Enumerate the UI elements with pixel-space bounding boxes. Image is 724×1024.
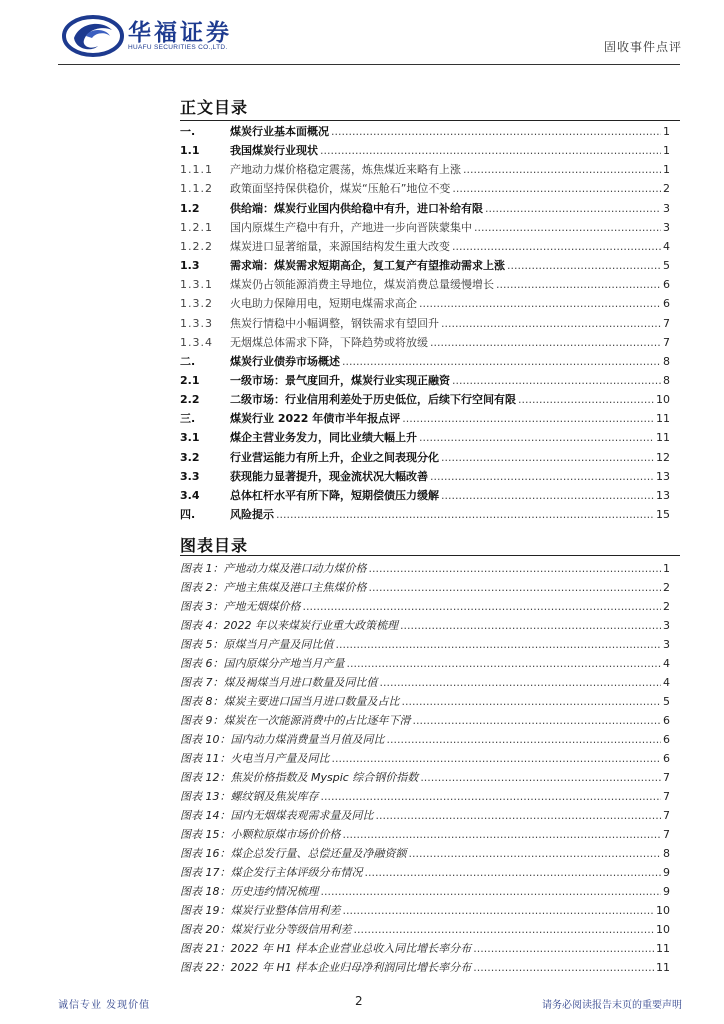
dot-leader <box>419 297 661 311</box>
toc-entry[interactable] <box>180 144 670 158</box>
toc-entry-number: 3.4 <box>180 488 200 502</box>
figure-entry-page: 10 <box>656 904 670 917</box>
toc-entry[interactable] <box>180 202 670 216</box>
dot-leader <box>441 451 654 465</box>
figure-entry-title: 图表 18：历史违约情况梳理 <box>180 885 319 898</box>
figure-entry-title: 图表 3：产地无烟煤价格 <box>180 600 301 613</box>
toc-entry-title: 政策面坚持保供稳价，煤炭“压舱石”地位不变 <box>230 182 451 196</box>
dot-leader <box>420 771 661 785</box>
toc-entry-page: 1 <box>663 144 670 158</box>
toc-entry-title: 煤炭行业基本面概况 <box>230 125 329 138</box>
company-name-en: HUAFU SECURITIES CO.,LTD. <box>128 44 228 51</box>
dot-leader <box>463 163 661 177</box>
figure-entry-title: 图表 17：煤企发行主体评级分布情况 <box>180 866 363 879</box>
dot-leader <box>441 489 654 503</box>
toc-entry-number: 1.3.1 <box>180 278 213 292</box>
footer-slogan: 诚信专业 发现价值 <box>58 1000 151 1011</box>
figure-entry-title: 图表 4：2022 年以来煤炭行业重大政策梳理 <box>180 619 398 632</box>
toc-entry[interactable] <box>180 125 670 139</box>
toc-entry-title: 煤企主营业务发力，同比业绩大幅上升 <box>230 431 417 445</box>
figures-divider <box>180 555 680 556</box>
dot-leader <box>354 923 655 937</box>
toc-entry-page: 6 <box>663 297 670 311</box>
figure-entry[interactable] <box>180 847 670 861</box>
figure-entry-title: 图表 5：原煤当月产量及同比值 <box>180 638 334 651</box>
toc-entry-number: 3.2 <box>180 450 200 464</box>
dot-leader <box>347 657 662 671</box>
toc-entry-number: 1.3.2 <box>180 297 213 311</box>
toc-entry-title: 焦炭行情稳中小幅调整，钢铁需求有望回升 <box>230 316 439 330</box>
figure-entry-title: 图表 11：火电当月产量及同比 <box>180 752 330 765</box>
dot-leader <box>409 847 662 861</box>
figure-entry-title: 图表 9：煤炭在一次能源消费中的占比逐年下滑 <box>180 714 411 727</box>
dot-leader <box>518 393 654 407</box>
toc-entry[interactable] <box>180 240 670 254</box>
figure-entry-page: 2 <box>663 581 670 594</box>
figure-entry-page: 8 <box>663 847 670 860</box>
page-number: 2 <box>355 994 363 1008</box>
toc-entry-number: 二. <box>180 354 196 368</box>
toc-entry-page: 4 <box>663 239 670 253</box>
toc-entry-title: 煤炭行业债券市场概述 <box>230 354 340 368</box>
toc-entry-number: 1.1.1 <box>180 163 213 177</box>
toc-entry-title: 煤炭仍占领能源消费主导地位，煤炭消费总量缓慢增长 <box>230 278 494 292</box>
figure-entry-title: 图表 20：煤炭行业分等级信用利差 <box>180 923 352 936</box>
toc-entry-page: 8 <box>663 373 670 387</box>
figure-entry[interactable] <box>180 961 670 975</box>
dot-leader <box>387 733 662 747</box>
toc-entry[interactable] <box>180 182 670 196</box>
dot-leader <box>342 355 661 369</box>
figure-entry[interactable] <box>180 695 670 709</box>
toc-entry-number: 一. <box>180 125 196 138</box>
toc-entry-page: 15 <box>656 508 670 521</box>
figure-entry[interactable] <box>180 638 670 652</box>
figure-entry[interactable] <box>180 562 670 576</box>
figure-entry-page: 2 <box>663 600 670 613</box>
toc-entry-title: 煤炭行业 2022 年债市半年报点评 <box>230 412 401 426</box>
toc-entry-number: 2.1 <box>180 373 200 387</box>
dot-leader <box>369 581 662 595</box>
toc-entry[interactable] <box>180 470 670 484</box>
figures-title: 图表目录 <box>180 536 249 555</box>
dot-leader <box>376 809 662 823</box>
toc-entry-title: 国内原煤生产稳中有升，产地进一步向晋陕蒙集中 <box>230 220 472 234</box>
figure-entry-page: 9 <box>663 866 670 879</box>
toc-entry-title: 风险提示 <box>230 508 274 521</box>
toc-entry-page: 11 <box>656 412 670 426</box>
toc-entry[interactable] <box>180 336 670 350</box>
report-type-label: 固收事件点评 <box>603 40 682 54</box>
dot-leader <box>369 562 662 576</box>
toc-entry[interactable] <box>180 412 670 426</box>
figure-entry-title: 图表 13：螺纹钢及焦炭库存 <box>180 790 319 803</box>
figure-entry-title: 图表 1：产地动力煤及港口动力煤价格 <box>180 562 367 575</box>
toc-entry-number: 1.2 <box>180 201 200 215</box>
dot-leader <box>336 638 662 652</box>
dot-leader <box>365 866 662 880</box>
figure-entry-title: 图表 21：2022 年 H1 样本企业营业总收入同比增长率分布 <box>180 942 472 955</box>
toc-entry-number: 1.1.2 <box>180 182 213 196</box>
header-divider <box>58 64 680 65</box>
figure-entry[interactable] <box>180 790 670 804</box>
figure-entry-title: 图表 15：小颗粒原煤市场价价格 <box>180 828 341 841</box>
toc-entry[interactable] <box>180 317 670 331</box>
figure-entry[interactable] <box>180 885 670 899</box>
dot-leader <box>321 790 662 804</box>
dot-leader <box>474 221 661 235</box>
figure-entry[interactable] <box>180 923 670 937</box>
dot-leader <box>441 317 661 331</box>
toc-entry-number: 四. <box>180 508 196 521</box>
toc-entry[interactable] <box>180 393 670 407</box>
figure-entry-page: 9 <box>663 885 670 898</box>
toc-entry-number: 3.3 <box>180 469 200 483</box>
dot-leader <box>320 144 661 158</box>
toc-entry-number: 1.3.4 <box>180 335 213 349</box>
figure-entry-page: 11 <box>656 961 670 974</box>
dot-leader <box>485 202 661 216</box>
figure-entry-page: 5 <box>663 695 670 708</box>
figure-entry-page: 11 <box>656 942 670 955</box>
figure-entry-title: 图表 10：国内动力煤消费量当月值及同比 <box>180 733 385 746</box>
toc-entry-page: 13 <box>656 488 670 502</box>
dot-leader <box>507 259 661 273</box>
figure-entry-page: 4 <box>663 676 670 689</box>
figure-entry[interactable] <box>180 600 670 614</box>
toc-entry-page: 1 <box>663 125 670 138</box>
dot-leader <box>331 125 661 139</box>
dot-leader <box>343 828 662 842</box>
toc-entry-page: 3 <box>663 220 670 234</box>
figure-entry-title: 图表 14：国内无烟煤表观需求量及同比 <box>180 809 374 822</box>
toc-entry-number: 1.1 <box>180 144 200 158</box>
figure-entry-page: 6 <box>663 714 670 727</box>
figure-entry-title: 图表 16：煤企总发行量、总偿还量及净融资额 <box>180 847 407 860</box>
figure-entry-page: 3 <box>663 619 670 632</box>
dot-leader <box>303 600 662 614</box>
figure-entry-page: 10 <box>656 923 670 936</box>
figure-entry-title: 图表 2：产地主焦煤及港口主焦煤价格 <box>180 581 367 594</box>
figure-entry-title: 图表 6：国内原煤分产地当月产量 <box>180 657 345 670</box>
figure-entry-page: 7 <box>663 771 670 784</box>
toc-entry[interactable] <box>180 297 670 311</box>
figure-entry[interactable] <box>180 752 670 766</box>
dot-leader <box>343 904 655 918</box>
toc-entry-page: 11 <box>656 431 670 445</box>
dot-leader <box>452 182 661 196</box>
toc-entry-page: 6 <box>663 278 670 292</box>
toc-entry-title: 我国煤炭行业现状 <box>230 144 318 158</box>
toc-entry[interactable] <box>180 278 670 292</box>
toc-entry-page: 7 <box>663 335 670 349</box>
toc-entry[interactable] <box>180 374 670 388</box>
figure-entry-page: 7 <box>663 828 670 841</box>
toc-entry[interactable] <box>180 431 670 445</box>
toc-entry-title: 产地动力煤价格稳定震荡，炼焦煤近来略有上涨 <box>230 163 461 177</box>
toc-entry[interactable] <box>180 451 670 465</box>
figure-entry-title: 图表 8：煤炭主要进口国当月进口数量及占比 <box>180 695 400 708</box>
dot-leader <box>496 278 661 292</box>
toc-entry-page: 2 <box>663 182 670 196</box>
figure-entry-title: 图表 22：2022 年 H1 样本企业归母净利润同比增长率分布 <box>180 961 472 974</box>
dot-leader <box>321 885 662 899</box>
figure-entry-page: 3 <box>663 638 670 651</box>
toc-entry-title: 需求端：煤炭需求短期高企，复工复产有望推动需求上涨 <box>230 259 505 273</box>
toc-title: 正文目录 <box>180 98 249 117</box>
figure-entry-title: 图表 19：煤炭行业整体信用利差 <box>180 904 341 917</box>
figure-entry-page: 1 <box>663 562 670 575</box>
figure-entry[interactable] <box>180 714 670 728</box>
toc-entry-title: 获现能力显著提升，现金流状况大幅改善 <box>230 469 428 483</box>
dot-leader <box>419 431 654 445</box>
dot-leader <box>276 508 654 522</box>
dot-leader <box>400 619 661 633</box>
footer-disclaimer: 请务必阅读报告末页的重要声明 <box>542 1000 682 1011</box>
dot-leader <box>380 676 662 690</box>
toc-divider <box>180 120 680 121</box>
figure-entry[interactable] <box>180 657 670 671</box>
figure-entry-page: 6 <box>663 733 670 746</box>
toc-entry-title: 二级市场：行业信用利差处于历史低位，后续下行空间有限 <box>230 393 516 407</box>
dot-leader <box>473 961 654 975</box>
toc-entry-page: 10 <box>656 393 670 407</box>
dot-leader <box>452 374 661 388</box>
toc-entry-title: 火电助力保障用电，短期电煤需求高企 <box>230 297 417 311</box>
toc-entry-page: 1 <box>663 163 670 177</box>
toc-entry-title: 行业营运能力有所上升，企业之间表现分化 <box>230 450 439 464</box>
toc-entry[interactable] <box>180 259 670 273</box>
dot-leader <box>452 240 661 254</box>
toc-entry-number: 2.2 <box>180 393 200 407</box>
toc-entry-title: 供给端：煤炭行业国内供给稳中有升，进口补给有限 <box>230 201 483 215</box>
dot-leader <box>413 714 662 728</box>
toc-entry[interactable] <box>180 508 670 522</box>
figure-entry-title: 图表 7：煤及褐煤当月进口数量及同比值 <box>180 676 378 689</box>
dot-leader <box>402 695 662 709</box>
figure-entry[interactable] <box>180 942 670 956</box>
dot-leader <box>402 412 654 426</box>
dot-leader <box>430 470 654 484</box>
toc-entry-number: 1.3 <box>180 259 200 273</box>
toc-entry[interactable] <box>180 355 670 369</box>
figure-entry[interactable] <box>180 809 670 823</box>
dot-leader <box>430 336 661 350</box>
toc-entry-title: 煤炭进口显著缩量，来源国结构发生重大改变 <box>230 239 450 253</box>
toc-entry-page: 5 <box>663 259 670 273</box>
figure-entry[interactable] <box>180 771 670 785</box>
toc-entry-title: 一级市场：景气度回升，煤炭行业实现正融资 <box>230 373 450 387</box>
dot-leader <box>332 752 662 766</box>
figure-entry[interactable] <box>180 866 670 880</box>
figure-entry[interactable] <box>180 904 670 918</box>
toc-entry-number: 三. <box>180 412 196 426</box>
toc-entry-title: 无烟煤总体需求下降，下降趋势或将放缓 <box>230 335 428 349</box>
figure-entry[interactable] <box>180 676 670 690</box>
toc-entry[interactable] <box>180 489 670 503</box>
dot-leader <box>473 942 654 956</box>
figure-entry[interactable] <box>180 581 670 595</box>
figure-entry[interactable] <box>180 733 670 747</box>
toc-entry-number: 1.3.3 <box>180 316 213 330</box>
toc-entry-number: 3.1 <box>180 431 200 445</box>
toc-entry-number: 1.2.2 <box>180 239 213 253</box>
toc-entry-number: 1.2.1 <box>180 220 213 234</box>
figure-entry-title: 图表 12：焦炭价格指数及 Myspic 综合钢价指数 <box>180 771 419 784</box>
figure-entry[interactable] <box>180 619 670 633</box>
toc-entry-title: 总体杠杆水平有所下降，短期偿债压力缓解 <box>230 488 439 502</box>
toc-entry-page: 13 <box>656 469 670 483</box>
toc-entry[interactable] <box>180 221 670 235</box>
toc-entry[interactable] <box>180 163 670 177</box>
figure-entry-page: 6 <box>663 752 670 765</box>
figure-entry[interactable] <box>180 828 670 842</box>
page-header <box>0 0 724 70</box>
figure-entry-page: 7 <box>663 790 670 803</box>
toc-entry-page: 8 <box>663 354 670 368</box>
toc-entry-page: 12 <box>656 450 670 464</box>
figure-entry-page: 7 <box>663 809 670 822</box>
toc-entry-page: 3 <box>663 201 670 215</box>
figure-entry-page: 4 <box>663 657 670 670</box>
toc-entry-page: 7 <box>663 316 670 330</box>
company-name-cn: 华福证券 <box>128 19 232 46</box>
